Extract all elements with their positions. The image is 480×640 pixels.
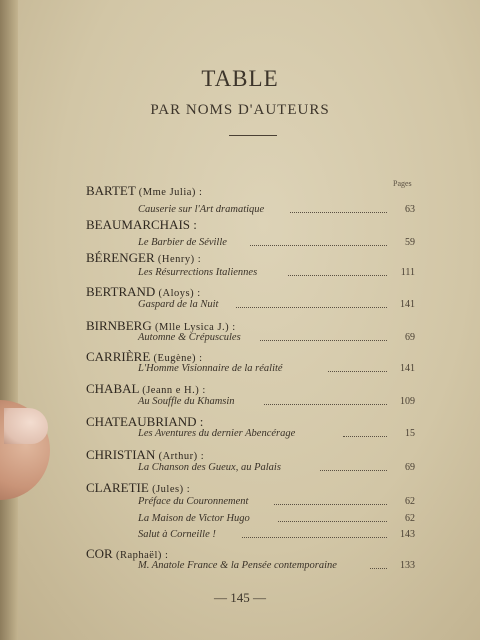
author-name: BEAUMARCHAIS : bbox=[86, 217, 197, 232]
work-title: L'Homme Visionnaire de la réalité bbox=[138, 363, 283, 374]
work-line bbox=[138, 529, 423, 543]
work-title: Les Aventures du dernier Abencérage bbox=[138, 428, 296, 439]
dot-leader bbox=[320, 470, 387, 471]
page-number: 111 bbox=[400, 267, 415, 278]
dot-leader bbox=[236, 307, 387, 308]
author-name: COR (Raphaël) : bbox=[86, 546, 169, 561]
page-gutter-shadow bbox=[0, 0, 18, 640]
page-number: 141 bbox=[400, 363, 415, 374]
page-number: 69 bbox=[405, 462, 415, 473]
author-name: CHATEAUBRIAND : bbox=[86, 414, 204, 429]
work-title: Préface du Couronnement bbox=[138, 496, 249, 507]
work-line bbox=[138, 462, 423, 476]
page-number: 141 bbox=[400, 299, 415, 310]
dot-leader bbox=[250, 245, 387, 246]
page-number: 63 bbox=[405, 204, 415, 215]
work-line bbox=[138, 237, 423, 251]
dot-leader bbox=[264, 404, 387, 405]
work-line bbox=[138, 513, 423, 527]
author-name: BARTET (Mme Julia) : bbox=[86, 183, 203, 198]
work-title: La Maison de Victor Hugo bbox=[138, 513, 250, 524]
work-title: Le Barbier de Séville bbox=[138, 237, 227, 248]
page-number: 143 bbox=[400, 529, 415, 540]
work-line bbox=[138, 428, 423, 442]
work-title: Les Résurrections Italiennes bbox=[138, 267, 258, 278]
author-name: BERTRAND (Aloys) : bbox=[86, 284, 201, 299]
work-line bbox=[138, 332, 423, 346]
dot-leader bbox=[242, 537, 387, 538]
author-name: CARRIÈRE (Eugène) : bbox=[86, 349, 203, 364]
dot-leader bbox=[274, 504, 387, 505]
work-title: Automne & Crépuscules bbox=[138, 332, 241, 343]
work-line bbox=[138, 496, 423, 510]
work-line bbox=[138, 204, 423, 218]
author-name: CHRISTIAN (Arthur) : bbox=[86, 447, 205, 462]
page-number: 62 bbox=[405, 496, 415, 507]
dot-leader bbox=[260, 340, 387, 341]
work-title: Au Souffle du Khamsin bbox=[138, 396, 235, 407]
work-title: La Chanson des Gueux, au Palais bbox=[138, 462, 281, 473]
page-subtitle: PAR NOMS D'AUTEURS bbox=[150, 102, 330, 118]
work-line bbox=[138, 299, 423, 313]
work-title: M. Anatole France & la Pensée contemporaine bbox=[138, 560, 337, 571]
work-line bbox=[138, 560, 423, 574]
page-number: 62 bbox=[405, 513, 415, 524]
page-number: 133 bbox=[400, 560, 415, 571]
dot-leader bbox=[278, 521, 387, 522]
author-name: CLARETIE (Jules) : bbox=[86, 480, 191, 495]
work-title: Salut à Corneille ! bbox=[138, 529, 216, 540]
dot-leader bbox=[343, 436, 387, 437]
work-line bbox=[138, 267, 423, 281]
author-name: BIRNBERG (Mlle Lysica J.) : bbox=[86, 318, 236, 333]
dot-leader bbox=[290, 212, 387, 213]
pages-column-label: Pages bbox=[393, 179, 412, 188]
work-line bbox=[138, 396, 423, 410]
work-title: Causerie sur l'Art dramatique bbox=[138, 204, 265, 215]
page-footer-number: — 145 — bbox=[214, 590, 266, 605]
dot-leader bbox=[288, 275, 387, 276]
work-title: Gaspard de la Nuit bbox=[138, 299, 219, 310]
thumbnail bbox=[4, 408, 48, 444]
page-number: 15 bbox=[405, 428, 415, 439]
dot-leader bbox=[370, 568, 387, 569]
page-number: 69 bbox=[405, 332, 415, 343]
page-title: TABLE bbox=[201, 66, 279, 91]
author-name: BÉRENGER (Henry) : bbox=[86, 250, 202, 265]
page-number: 59 bbox=[405, 237, 415, 248]
dot-leader bbox=[328, 371, 387, 372]
work-line bbox=[138, 363, 423, 377]
author-name: CHABAL (Jeann e H.) : bbox=[86, 381, 206, 396]
title-rule bbox=[229, 135, 277, 136]
page-number: 109 bbox=[400, 396, 415, 407]
